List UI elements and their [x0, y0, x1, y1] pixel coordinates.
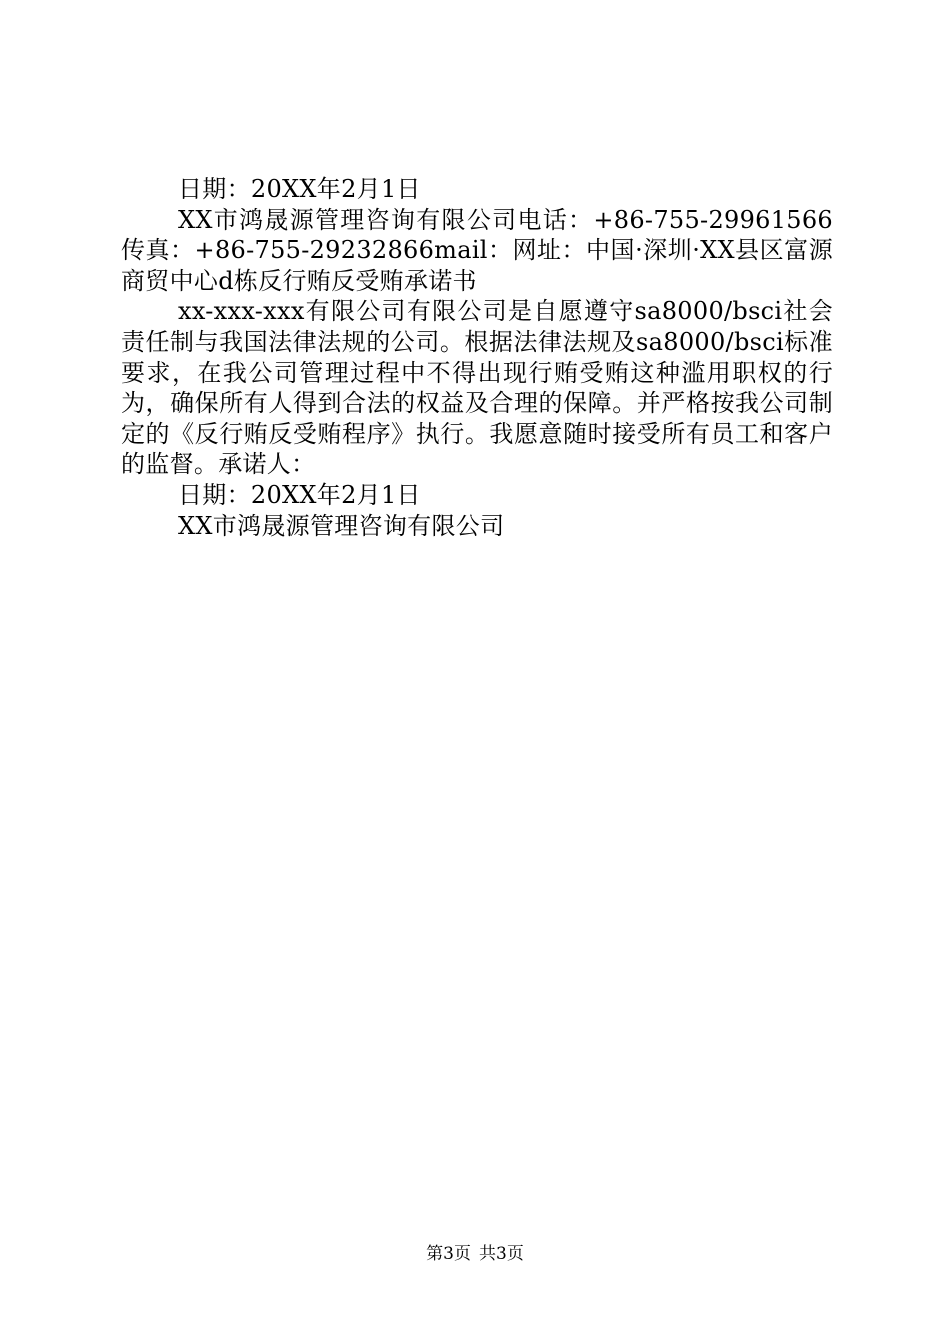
- page-total: 共3页: [479, 1244, 524, 1264]
- company-contact-paragraph: XX市鸿晟源管理咨询有限公司电话：+86-755-29961566传真：+86-755-29232866mail：网址：中国·深圳·XX县区富源商贸中心d栋反行贿反受贿承诺书: [121, 205, 833, 295]
- page-footer: [0, 1243, 950, 1265]
- company-signature: XX市鸿晟源管理咨询有限公司: [178, 511, 505, 540]
- page-number: 第3页: [426, 1244, 471, 1264]
- commitment-paragraph: xx-xxx-xxx有限公司有限公司是自愿遵守sa8000/bsci社会责任制与我国法律法规的公司。根据法律法规及sa8000/bsci标准要求，在我公司管理过程中不得出现行贿受贿这种滥用职权的行为，确保所有人得到合法的权益及合理的保障。并严格按我公司制定的《反行贿反受贿程序》执行。我愿意随时接受所有员工和客户的监督。承诺人：: [121, 297, 833, 479]
- date-line-2: 日期：20XX年2月1日: [178, 480, 421, 509]
- document-body: [121, 174, 833, 541]
- date-line: 日期：20XX年2月1日: [178, 175, 421, 203]
